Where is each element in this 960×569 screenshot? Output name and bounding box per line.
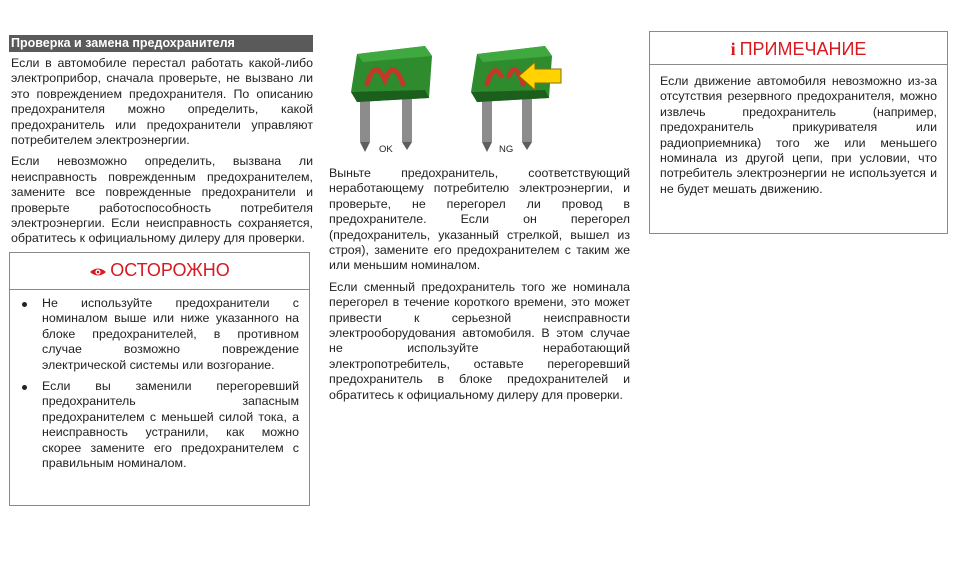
note-title-text: ПРИМЕЧАНИЕ: [739, 39, 867, 59]
right-column: [649, 31, 948, 234]
bullet-icon: [22, 385, 27, 390]
note-title: [650, 38, 947, 60]
warning-box: [9, 252, 310, 506]
intro-paragraph: Если в автомобиле перестал работать какой-либо электроприбор, сначала проверьте, не вызвано ли это повреждением предохранителя. По описанию предохранителя можно определить, какой предохранитель или предохранители управляют потребителем электроэнергии.: [11, 56, 313, 148]
warning-item: Если вы заменили перегоревший предохранитель запасным предохранителем с меньшей силой тока, а неисправность устранили, как можно скорее замените его предохранителем с правильным номиналом.: [22, 379, 299, 471]
bullet-icon: [22, 302, 27, 307]
warning-title: [10, 259, 309, 281]
caution-eye-icon: [89, 266, 107, 278]
warning-title-text: ОСТОРОЖНО: [110, 259, 230, 280]
info-icon: i: [730, 39, 736, 59]
ok-label: OK: [379, 144, 393, 155]
fuse-diagram: [329, 40, 630, 158]
section-title: Проверка и замена предохранителя: [9, 35, 313, 52]
note-box: [649, 31, 948, 234]
check-paragraph: Выньте предохранитель, соответствующий неработающему потребителю электроэнергии, и проверьте, не перегорел ли провод в предохранителе. Если он перегорел (предохранитель, указанный стрелкой, вышел из строя), замените его предохранителем с таким же или меньшим номиналом.: [329, 166, 630, 273]
warning-item: Не используйте предохранители с номиналом выше или ниже указанного на блоке предохранителей, в противном случае возможно повреждение электрической системы или возгорание.: [22, 296, 299, 373]
note-text: Если движение автомобиля невозможно из-за отсутствия резервного предохранителя, можно извлечь предохранитель (например, предохранитель прикуривателя или радиоприемника) того же или меньшего номинала из другой цепи, при условии, что потребитель электроэнергии не используется и не будет мешать движению.: [660, 74, 937, 196]
repeat-failure-paragraph: Если сменный предохранитель того же номинала перегорел в течение короткого времени, это может привести к серьезной неисправности электрооборудования автомобиля. В этом случае не используйте неработающий электропотребитель, оставьте перегоревший предохранитель в блоке предохранителей и обратитесь к официальному дилеру для проверки.: [329, 279, 630, 402]
left-column: [9, 35, 313, 506]
replace-paragraph: Если невозможно определить, вызвана ли неисправность поврежденным предохранителем, замените все поврежденные предохранители и проверьте работоспособность потребителя электроэнергии. Если неисправность сохраняется, обратитесь к официальному дилеру для проверки.: [11, 154, 313, 246]
fuse-ok-icon: [351, 46, 432, 152]
middle-column: [329, 40, 630, 403]
ng-label: NG: [499, 144, 514, 155]
fuse-illustration: [329, 40, 630, 158]
warning-list: [10, 290, 309, 471]
fuse-ng-icon: [471, 46, 552, 152]
